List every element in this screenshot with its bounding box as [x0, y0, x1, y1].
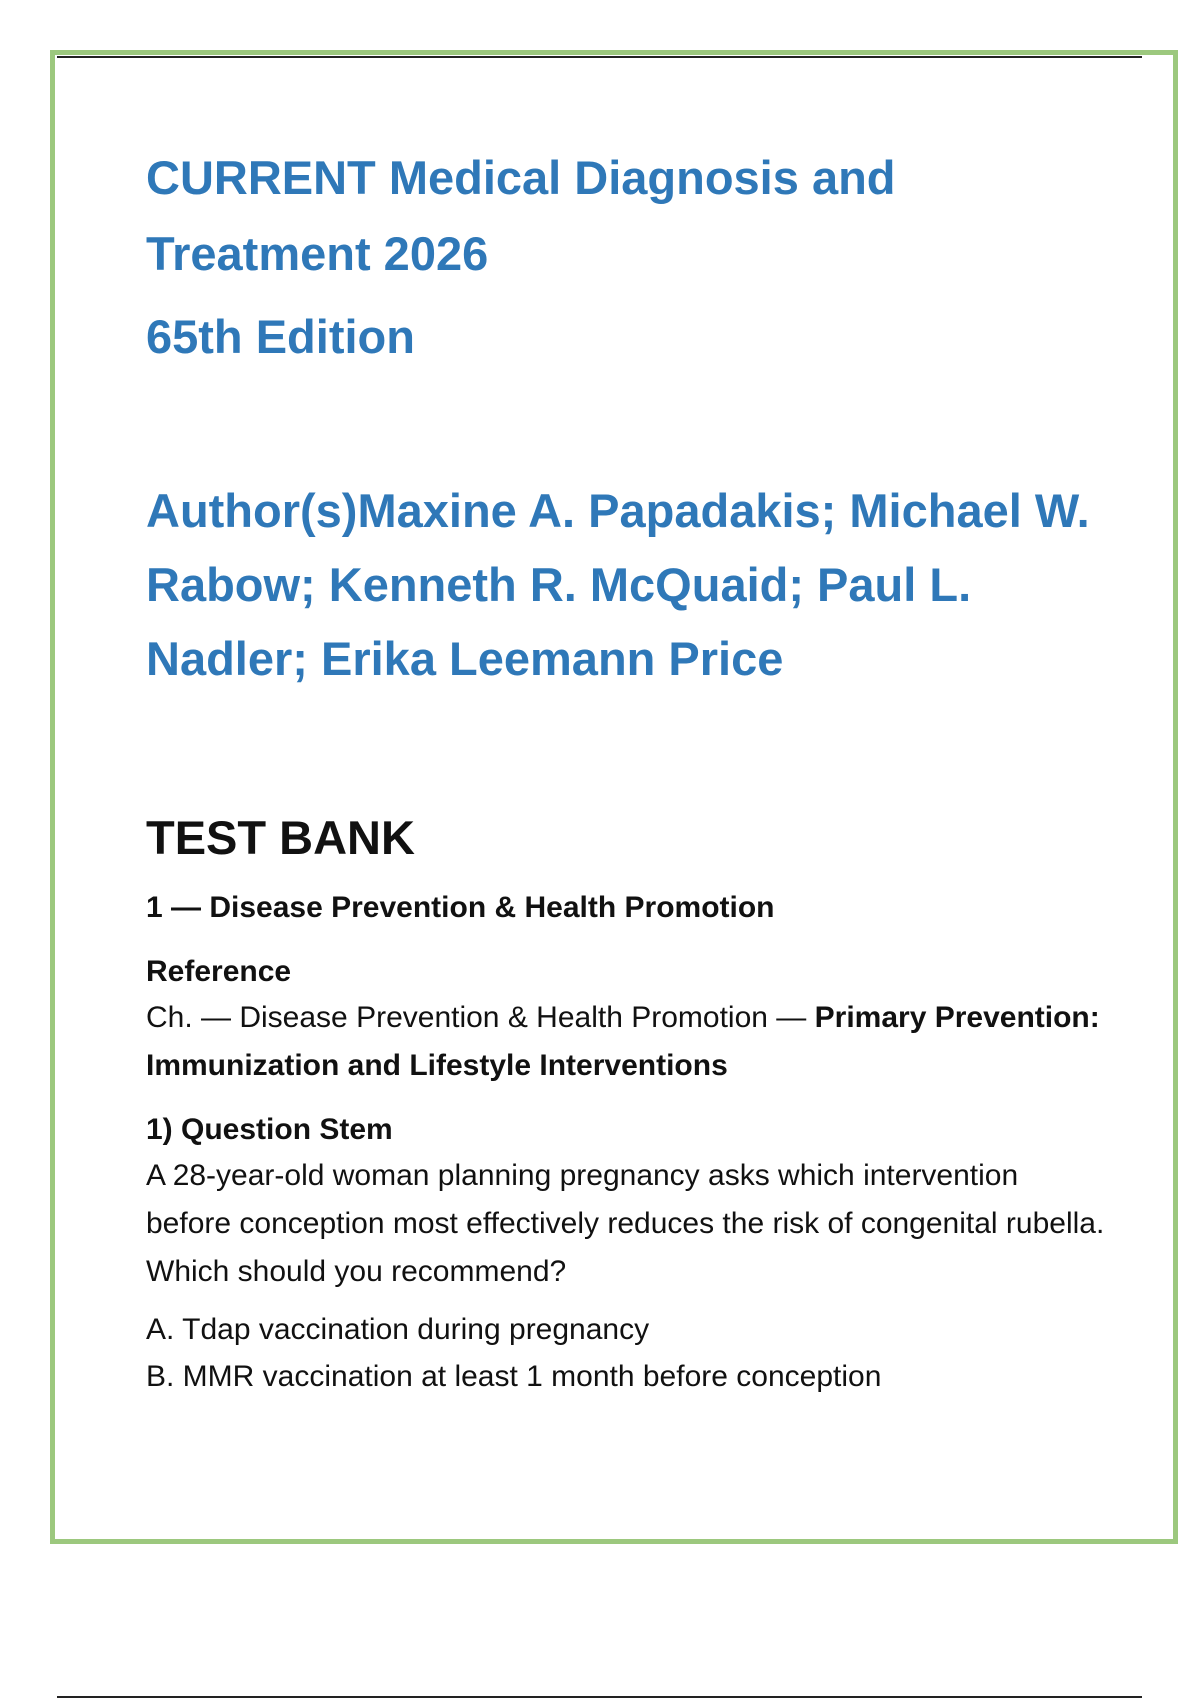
authors: Author(s)Maxine A. Papadakis; Michael W. Rabow; Kenneth R. McQuaid; Paul L. Nadler; Erika Leemann Price [146, 484, 1090, 685]
answer-option-b: B. MMR vaccination at least 1 month before conception [146, 1360, 882, 1393]
answer-options [146, 1306, 1106, 1400]
book-title: CURRENT Medical Diagnosis and Treatment 2026 [146, 151, 896, 280]
reference-label: Reference [146, 955, 292, 988]
test-bank-heading: TEST BANK [146, 811, 415, 864]
reference-topic: Primary Prevention: Immunization and Lifestyle Interventions [146, 1001, 1100, 1082]
top-rule [57, 56, 1142, 58]
edition: 65th Edition [146, 310, 415, 363]
answer-option-a: A. Tdap vaccination during pregnancy [146, 1313, 650, 1346]
question-stem: A 28-year-old woman planning pregnancy asks which intervention before conception most effectively reduces the risk of congenital rubella. Which should you recommend? [146, 1159, 1105, 1288]
document-content [146, 140, 1106, 1400]
question-label: 1) Question Stem [146, 1113, 393, 1146]
bottom-rule [57, 1696, 1142, 1698]
reference-prefix: Ch. — Disease Prevention & Health Promotion — [146, 1001, 815, 1034]
chapter-heading: 1 — Disease Prevention & Health Promotion [146, 891, 775, 924]
reference-text [146, 994, 1106, 1090]
